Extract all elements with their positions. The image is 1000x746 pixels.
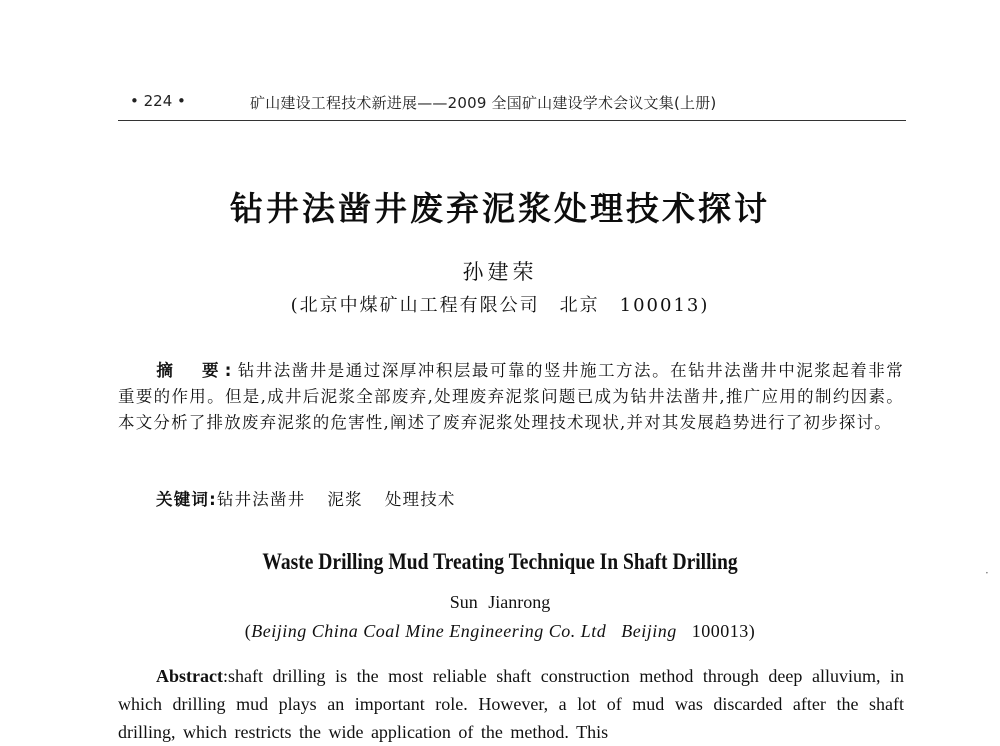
keyword: 处理技术 bbox=[384, 490, 456, 509]
page-number: • 224 • bbox=[130, 92, 186, 110]
english-title: Waste Drilling Mud Treating Technique In Shaft Drilling bbox=[262, 549, 738, 574]
chinese-keywords bbox=[156, 486, 456, 510]
affiliation-open-paren: ( bbox=[244, 621, 252, 641]
english-author: Sun Jianrong bbox=[449, 592, 551, 612]
affiliation-city: Beijing bbox=[621, 621, 677, 641]
journal-title: 矿山建设工程技术新进展——2009 全国矿山建设学术会议文集(上册) bbox=[250, 94, 717, 112]
chinese-keywords-label: 关键词: bbox=[156, 490, 217, 509]
english-abstract-label: Abstract bbox=[156, 666, 223, 686]
edge-mark: · bbox=[985, 566, 989, 580]
english-abstract bbox=[118, 662, 904, 746]
english-abstract-text: shaft drilling is the most reliable shaft construction method through deep alluvium, in which drilling mud plays an important role. However, a lot of mud was discarded after the shaft drilling, which restricts the wide application of the method. This bbox=[118, 666, 904, 742]
chinese-abstract bbox=[118, 358, 904, 436]
header-rule bbox=[118, 120, 906, 121]
chinese-author: 孙建荣 bbox=[462, 260, 538, 284]
keyword: 钻井法凿井 bbox=[216, 490, 306, 509]
running-head bbox=[118, 92, 906, 118]
affiliation-organization: Beijing China Coal Mine Engineering Co. Ltd bbox=[251, 621, 607, 641]
english-abstract-separator: : bbox=[222, 666, 228, 686]
chinese-abstract-label: 摘 要: bbox=[156, 361, 238, 380]
english-affiliation bbox=[0, 621, 1000, 642]
chinese-title: 钻井法凿井废弃泥浆处理技术探讨 bbox=[230, 189, 770, 228]
chinese-abstract-text: 钻井法凿井是通过深厚冲积层最可靠的竖井施工方法。在钻井法凿井中泥浆起着非常重要的作用。但是,成井后泥浆全部废弃,处理废弃泥浆问题已成为钻井法凿井,推广应用的制约因素。本文分析了排放废弃泥浆的危害性,阐述了废弃泥浆处理技术现状,并对其发展趋势进行了初步探讨。 bbox=[118, 361, 904, 432]
keyword: 泥浆 bbox=[327, 490, 363, 509]
chinese-affiliation: (北京中煤矿山工程有限公司 北京 100013) bbox=[290, 295, 710, 316]
affiliation-postal-code: 100013) bbox=[691, 621, 756, 641]
